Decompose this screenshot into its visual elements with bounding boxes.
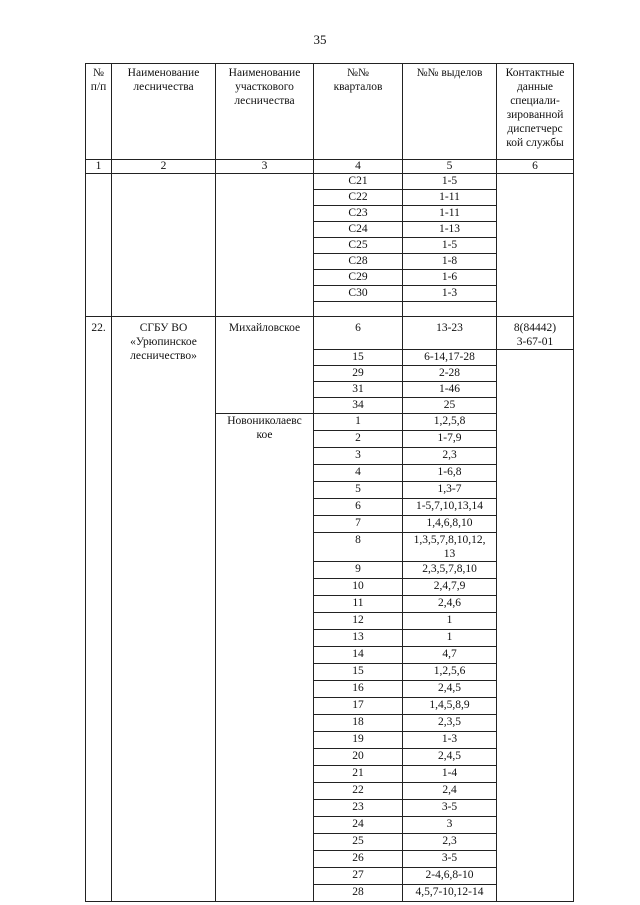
section-cell: 2,4 bbox=[403, 783, 497, 800]
quarter-cell: 26 bbox=[314, 851, 403, 868]
section-cell: 1-7,9 bbox=[403, 431, 497, 448]
header-col5: №№ выделов bbox=[403, 64, 497, 160]
section-cell: 1-13 bbox=[403, 222, 497, 238]
section-cell: 2,4,5 bbox=[403, 681, 497, 698]
empty-cell bbox=[497, 350, 574, 902]
header-col4: №№ кварталов bbox=[314, 64, 403, 160]
forestry-table bbox=[85, 63, 574, 902]
section-cell: 3 bbox=[403, 817, 497, 834]
quarter-cell: 10 bbox=[314, 579, 403, 596]
quarter-cell: 2 bbox=[314, 431, 403, 448]
quarter-cell: 8 bbox=[314, 533, 403, 562]
column-number: 2 bbox=[112, 160, 216, 174]
header-col6: Контактные данные специали- зированной диспетчерс кой службы bbox=[497, 64, 574, 160]
table-row bbox=[86, 174, 574, 190]
section-cell: 1-5 bbox=[403, 174, 497, 190]
section-cell: 1-3 bbox=[403, 732, 497, 749]
page-number: 35 bbox=[313, 32, 327, 47]
section-cell: 1-3 bbox=[403, 286, 497, 302]
section-cell: 1,3,5,7,8,10,12, 13 bbox=[403, 533, 497, 562]
quarter-cell: 3 bbox=[314, 448, 403, 465]
quarter-cell: 34 bbox=[314, 398, 403, 414]
column-number: 4 bbox=[314, 160, 403, 174]
section-cell: 2-4,6,8-10 bbox=[403, 868, 497, 885]
quarter-cell: 15 bbox=[314, 350, 403, 366]
section-cell: 2,3,5 bbox=[403, 715, 497, 732]
quarter-cell: 1 bbox=[314, 414, 403, 431]
section-cell: 25 bbox=[403, 398, 497, 414]
quarter-cell: 6 bbox=[314, 499, 403, 516]
section-cell: 2,3,5,7,8,10 bbox=[403, 562, 497, 579]
empty-cell bbox=[314, 302, 403, 317]
empty-cell bbox=[216, 174, 314, 317]
quarter-cell: 15 bbox=[314, 664, 403, 681]
quarter-cell: 29 bbox=[314, 366, 403, 382]
quarter-cell: 9 bbox=[314, 562, 403, 579]
section-cell: 1,4,6,8,10 bbox=[403, 516, 497, 533]
section-cell: 1-5 bbox=[403, 238, 497, 254]
section-cell: 1,2,5,8 bbox=[403, 414, 497, 431]
empty-cell bbox=[86, 174, 112, 317]
quarter-cell: С29 bbox=[314, 270, 403, 286]
empty-cell bbox=[403, 302, 497, 317]
quarter-cell: 21 bbox=[314, 766, 403, 783]
quarter-cell: С22 bbox=[314, 190, 403, 206]
quarter-cell: 5 bbox=[314, 482, 403, 499]
forestry-name: СГБУ ВО «Урюпинское лесничество» bbox=[112, 317, 216, 902]
section-cell: 1-11 bbox=[403, 190, 497, 206]
header-col2: Наименование лесничества bbox=[112, 64, 216, 160]
quarter-cell: 31 bbox=[314, 382, 403, 398]
section-cell: 1 bbox=[403, 613, 497, 630]
section-cell: 2-28 bbox=[403, 366, 497, 382]
quarter-cell: 4 bbox=[314, 465, 403, 482]
section-cell: 2,3 bbox=[403, 834, 497, 851]
quarter-cell: С23 bbox=[314, 206, 403, 222]
quarter-cell: С21 bbox=[314, 174, 403, 190]
column-number-row bbox=[86, 160, 574, 174]
column-number: 5 bbox=[403, 160, 497, 174]
section-cell: 1-5,7,10,13,14 bbox=[403, 499, 497, 516]
quarter-cell: 16 bbox=[314, 681, 403, 698]
section-cell: 1-46 bbox=[403, 382, 497, 398]
section-cell: 1 bbox=[403, 630, 497, 647]
section-cell: 3-5 bbox=[403, 851, 497, 868]
district-name: Новониколаевс кое bbox=[216, 414, 314, 902]
quarter-cell: 22 bbox=[314, 783, 403, 800]
section-cell: 1,3-7 bbox=[403, 482, 497, 499]
contact-cell: 8(84442) 3-67-01 bbox=[497, 317, 574, 350]
empty-cell bbox=[112, 174, 216, 317]
quarter-cell: С24 bbox=[314, 222, 403, 238]
section-cell: 6-14,17-28 bbox=[403, 350, 497, 366]
section-cell: 1-6 bbox=[403, 270, 497, 286]
quarter-cell: 11 bbox=[314, 596, 403, 613]
section-cell: 2,4,7,9 bbox=[403, 579, 497, 596]
section-cell: 1-6,8 bbox=[403, 465, 497, 482]
quarter-cell: 12 bbox=[314, 613, 403, 630]
header-col3: Наименование участкового лесничества bbox=[216, 64, 314, 160]
quarter-cell: 27 bbox=[314, 868, 403, 885]
quarter-cell: 14 bbox=[314, 647, 403, 664]
section-cell: 1-11 bbox=[403, 206, 497, 222]
quarter-cell: 17 bbox=[314, 698, 403, 715]
section-cell: 13-23 bbox=[403, 317, 497, 350]
quarter-cell: 24 bbox=[314, 817, 403, 834]
section-cell: 4,5,7-10,12-14 bbox=[403, 885, 497, 902]
column-number: 6 bbox=[497, 160, 574, 174]
header-row bbox=[86, 64, 574, 160]
section-cell: 2,4,5 bbox=[403, 749, 497, 766]
quarter-cell: С28 bbox=[314, 254, 403, 270]
section-cell: 1-8 bbox=[403, 254, 497, 270]
column-number: 3 bbox=[216, 160, 314, 174]
empty-cell bbox=[497, 174, 574, 317]
section-cell: 4,7 bbox=[403, 647, 497, 664]
section-cell: 2,3 bbox=[403, 448, 497, 465]
section-cell: 3-5 bbox=[403, 800, 497, 817]
quarter-cell: 19 bbox=[314, 732, 403, 749]
quarter-cell: 20 bbox=[314, 749, 403, 766]
quarter-cell: 13 bbox=[314, 630, 403, 647]
section-cell: 1,2,5,6 bbox=[403, 664, 497, 681]
quarter-cell: 25 bbox=[314, 834, 403, 851]
quarter-cell: 23 bbox=[314, 800, 403, 817]
quarter-cell: С25 bbox=[314, 238, 403, 254]
header-col1: № п/п bbox=[86, 64, 112, 160]
table-row bbox=[86, 317, 574, 350]
quarter-cell: 6 bbox=[314, 317, 403, 350]
section-cell: 1-4 bbox=[403, 766, 497, 783]
quarter-cell: 28 bbox=[314, 885, 403, 902]
section-cell: 1,4,5,8,9 bbox=[403, 698, 497, 715]
section-cell: 2,4,6 bbox=[403, 596, 497, 613]
quarter-cell: 7 bbox=[314, 516, 403, 533]
column-number: 1 bbox=[86, 160, 112, 174]
quarter-cell: С30 bbox=[314, 286, 403, 302]
entry-number: 22. bbox=[86, 317, 112, 902]
district-name: Михайловское bbox=[216, 317, 314, 350]
quarter-cell: 18 bbox=[314, 715, 403, 732]
empty-cell bbox=[216, 350, 314, 414]
